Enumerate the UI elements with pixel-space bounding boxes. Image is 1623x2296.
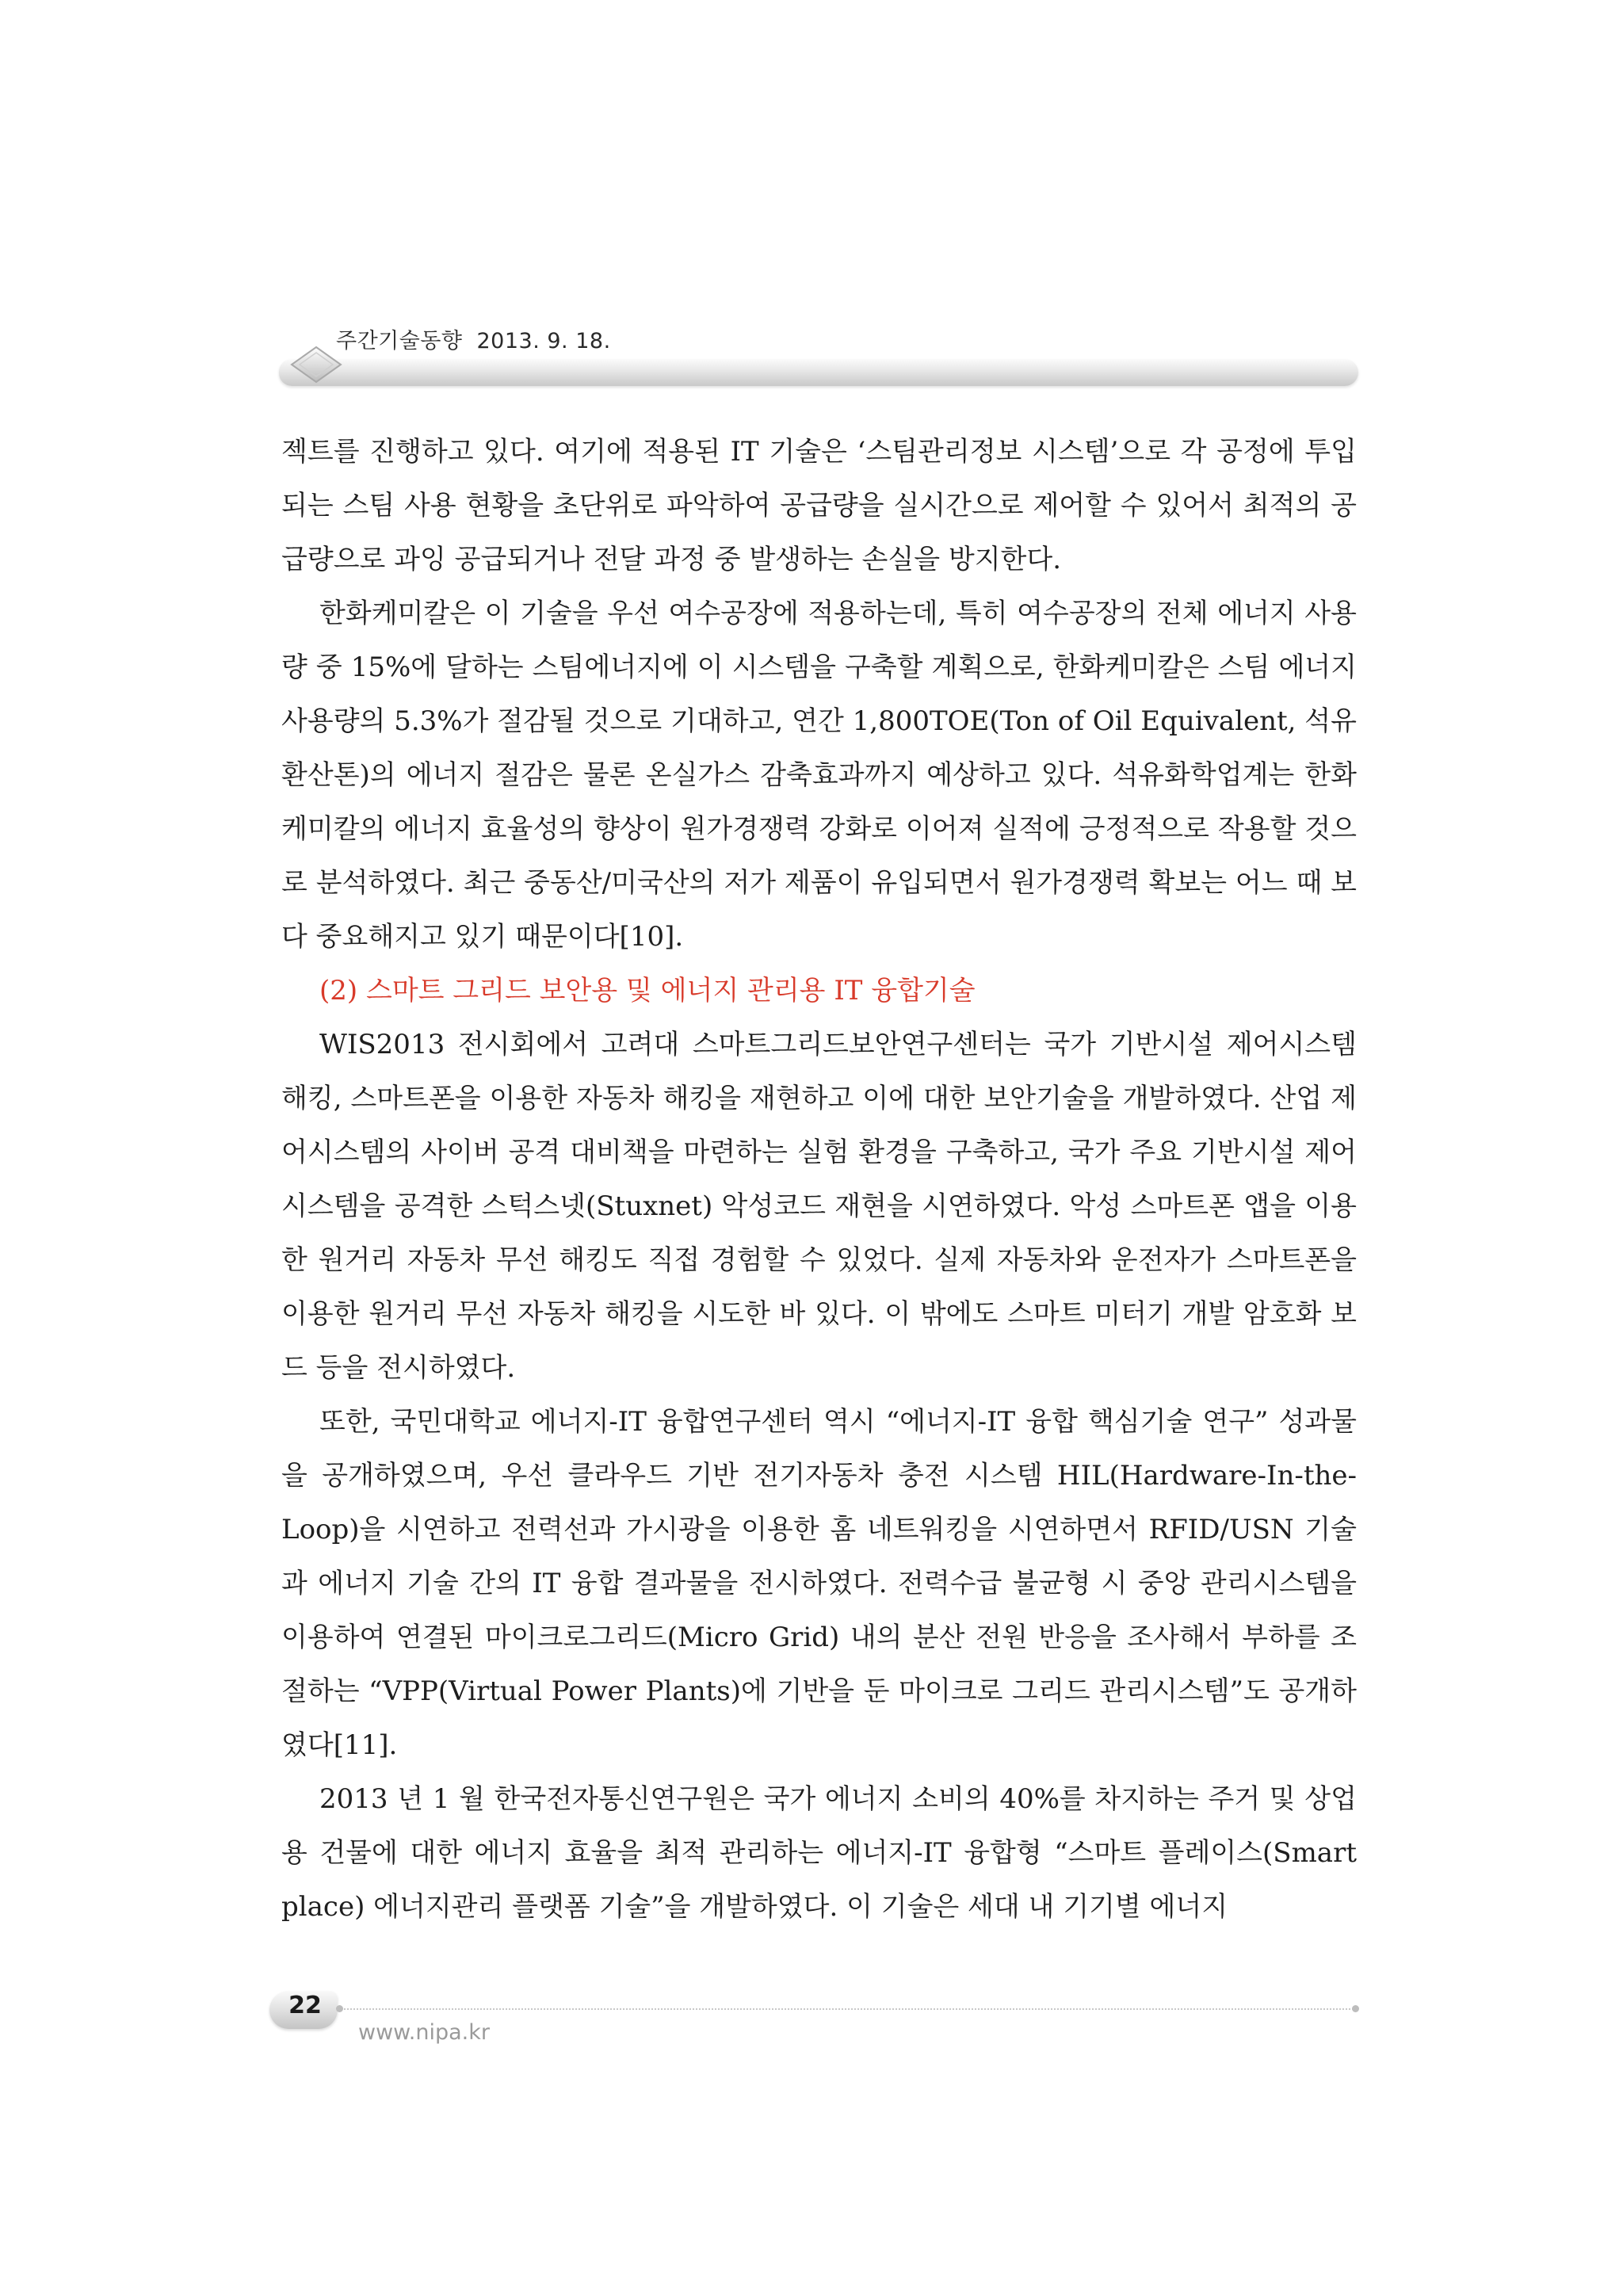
footer-dot-right — [1352, 2005, 1359, 2012]
footer-rule — [341, 2008, 1354, 2010]
footer-url: www.nipa.kr — [358, 2020, 490, 2045]
paragraph-4: 또한, 국민대학교 에너지-IT 융합연구센터 역시 “에너지-IT 융합 핵심기술 연구” 성과물을 공개하였으며, 우선 클라우드 기반 전기자동차 충전 시스템 HIL(Hardware-In-the-Loop)을 시연하고 전력선과 가시광을 이용한 홈 네트워킹을 시연하면서 RFID/USN 기술과 에너지 기술 간의 IT 융합 결과물을 전시하였다. 전력수급 불균형 시 중앙 관리시스템을 이용하여 연결된 마이크로그리드(Micro Grid) 내의 분산 전원 반응을 조사해서 부하를 조절하는 “VPP(Virtual Power Plants)에 기반을 둔 마이크로 그리드 관리시스템”도 공개하였다[11]. — [281, 1406, 1357, 1761]
footer-dot-left — [336, 2005, 343, 2012]
paragraph-1: 젝트를 진행하고 있다. 여기에 적용된 IT 기술은 ‘스팀관리정보 시스템’으로 각 공정에 투입되는 스팀 사용 현황을 초단위로 파악하여 공급량을 실시간으로 제어할 수 있어서 최적의 공급량으로 과잉 공급되거나 전달 과정 중 발생하는 손실을 방지한다. — [281, 436, 1357, 575]
publication-name: 주간기술동향 — [336, 329, 463, 353]
publication-date: 2013. 9. 18. — [476, 329, 611, 353]
paragraph-5: 2013 년 1 월 한국전자통신연구원은 국가 에너지 소비의 40%를 차지하는 주거 및 상업용 건물에 대한 에너지 효율을 최적 관리하는 에너지-IT 융합형 “스마트 플레이스(Smart place) 에너지관리 플랫폼 기술”을 개발하였다. 이 기술은 세대 내 기기별 에너지 — [281, 1783, 1357, 1923]
header-bar — [279, 359, 1358, 386]
running-header — [336, 323, 611, 354]
section-heading: (2) 스마트 그리드 보안용 및 에너지 관리용 IT 융합기술 — [319, 975, 976, 1007]
page-number: 22 — [288, 1992, 322, 2019]
article-body — [281, 425, 1357, 1934]
diamond-ornament-icon — [288, 342, 344, 388]
paragraph-2: 한화케미칼은 이 기술을 우선 여수공장에 적용하는데, 특히 여수공장의 전체 에너지 사용량 중 15%에 달하는 스팀에너지에 이 시스템을 구축할 계획으로, 한화케미칼은 스팀 에너지 사용량의 5.3%가 절감될 것으로 기대하고, 연간 1,800TOE(Ton of Oil Equivalent, 석유환산톤)의 에너지 절감은 물론 온실가스 감축효과까지 예상하고 있다. 석유화학업계는 한화케미칼의 에너지 효율성의 향상이 원가경쟁력 강화로 이어져 실적에 긍정적으로 작용할 것으로 분석하였다. 최근 중동산/미국산의 저가 제품이 유입되면서 원가경쟁력 확보는 어느 때 보다 중요해지고 있기 때문이다[10]. — [281, 598, 1357, 953]
paragraph-3: WIS2013 전시회에서 고려대 스마트그리드보안연구센터는 국가 기반시설 제어시스템 해킹, 스마트폰을 이용한 자동차 해킹을 재현하고 이에 대한 보안기술을 개발하였다. 산업 제어시스템의 사이버 공격 대비책을 마련하는 실험 환경을 구축하고, 국가 주요 기반시설 제어시스템을 공격한 스턱스넷(Stuxnet) 악성코드 재현을 시연하였다. 악성 스마트폰 앱을 이용한 원거리 자동차 무선 해킹도 직접 경험할 수 있었다. 실제 자동차와 운전자가 스마트폰을 이용한 원거리 무선 자동차 해킹을 시도한 바 있다. 이 밖에도 스마트 미터기 개발 암호화 보드 등을 전시하였다. — [281, 1029, 1357, 1384]
